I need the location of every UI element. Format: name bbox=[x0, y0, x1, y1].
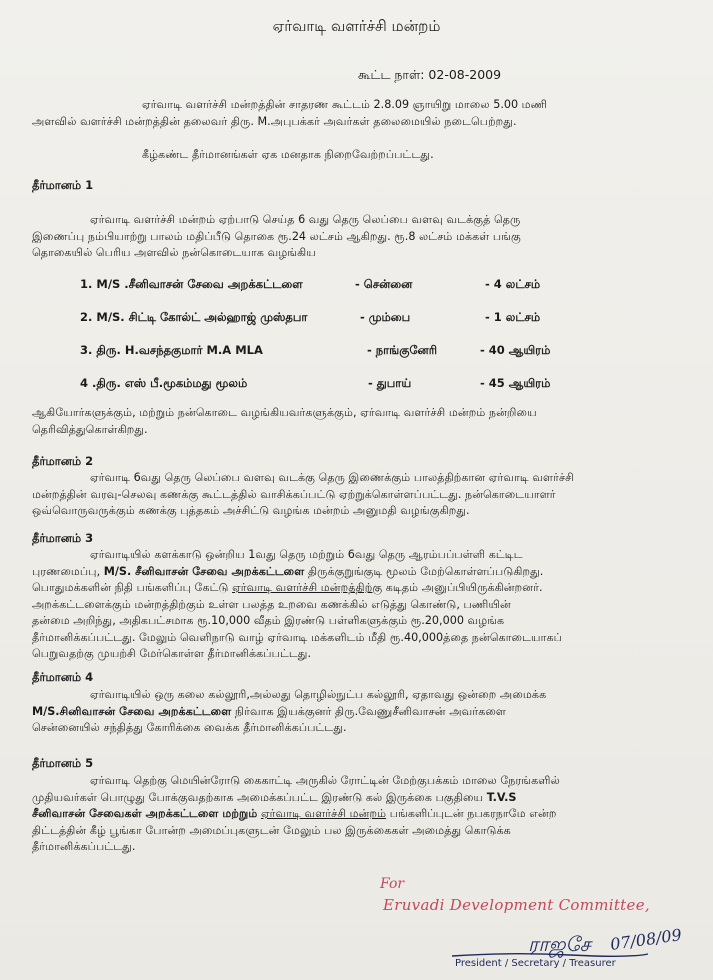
intro-line: அளவில் வளர்ச்சி மன்றத்தின் தலைவர் திரு. M.அபுபக்கர் அவர்கள் தலைமையில் நடைபெற்றது. bbox=[32, 114, 517, 128]
body-line bbox=[32, 580, 692, 597]
body-line: ஏர்வாடியில் ஒரு கலை கல்லூரி,அல்லது தொழில்நுட்ப கல்லூரி, ஏதாவது ஒன்றை அமைக்க bbox=[90, 688, 547, 701]
text-run: நிர்வாக இயக்குனர் திரு.வேணுசீனிவாசன் அவர்களை bbox=[234, 704, 507, 718]
donor-amount: - 4 லட்சம் bbox=[485, 277, 541, 291]
resolution-2-heading: தீர்மானம் 2 bbox=[32, 454, 94, 468]
meeting-date: கூட்ட நாள்: 02-08-2009 bbox=[358, 67, 502, 82]
body-line: ஏர்வாடி 6வது தெரு லெப்பை வளவு வடக்கு தெரு இணைக்கும் பாலத்திற்கான ஏர்வாடி வளர்ச்சி bbox=[90, 471, 574, 484]
text-run: முதியவர்கள் பொழுது போக்குவதற்காக அமைக்கப்பட்ட இரண்டு கல் இருக்கை பகுதியை bbox=[32, 790, 484, 804]
resolution-5-heading: தீர்மானம் 5 bbox=[32, 756, 94, 770]
text-run: பொதுமக்களின் நிதி பங்களிப்பு கேட்டு bbox=[32, 581, 229, 594]
donor-place: - மும்பை bbox=[360, 310, 411, 324]
body-line: அறக்கட்டளைக்கும் மன்றத்திற்கும் உள்ள பலத்த உறவை கணக்கில் எடுத்து கொண்டு, பணியின் bbox=[32, 597, 511, 611]
resolution-3-heading: தீர்மானம் 3 bbox=[32, 531, 94, 545]
body-line: தெரிவித்துகொள்கிறது. bbox=[32, 422, 148, 436]
underlined-org: ஏர்வாடி வளர்ச்சி மன்றத்திற்கு bbox=[232, 581, 383, 594]
unanimous-line: கீழ்கண்ட தீர்மானங்கள் ஏக மனதாக நிறைவேற்றப்பட்டது. bbox=[142, 148, 434, 161]
resolution-4-heading: தீர்மானம் 4 bbox=[32, 670, 94, 684]
body-line: பெறுவதற்கு முயற்சி மேர்கொள்ள தீர்மானிக்கப்பட்டது. bbox=[32, 647, 312, 660]
signatory-roles: President / Secretary / Treasurer bbox=[455, 958, 616, 969]
intro-paragraph bbox=[32, 97, 692, 130]
body-line bbox=[32, 564, 692, 581]
body-line bbox=[32, 790, 692, 807]
resolution-1-body bbox=[32, 212, 692, 262]
resolution-4-body bbox=[32, 687, 692, 737]
resolution-2-body bbox=[32, 470, 692, 520]
unanimous-note bbox=[32, 147, 692, 164]
stamp-org: Eruvadi Development Committee, bbox=[383, 896, 650, 914]
donor-amount: - 45 ஆயிரம் bbox=[480, 376, 551, 390]
body-line: தன்மை அறிந்து, அதிகபட்சமாக ரூ.10,000 வீதம் இரண்டு பள்ளிகளுக்கும் ரூ.20,000 வழங்க bbox=[32, 614, 505, 627]
body-line: தொகையில் பெரிய அளவில் நன்கொடையாக வழங்கிய bbox=[32, 246, 316, 259]
text-run: புரணமைப்பு, bbox=[32, 564, 101, 578]
body-line: ஒவ்வொருவருக்கும் கணக்கு புத்தகம் அச்சிட்டு வழங்க மன்றம் அனுமதி வழங்குகிறது. bbox=[32, 504, 470, 517]
donor-name: 3. திரு. H.வசந்தகுமார் M.A MLA bbox=[80, 343, 263, 357]
resolution-1-heading: தீர்மானம் 1 bbox=[32, 178, 94, 192]
donor-amount: - 40 ஆயிரம் bbox=[480, 343, 551, 357]
intro-line: ஏர்வாடி வளர்ச்சி மன்றத்தின் சாதரண கூட்டம் 2.8.09 ஞாயிறு மாலை 5.00 மணி bbox=[142, 98, 548, 111]
signature-date: 07/08/09 bbox=[609, 925, 683, 954]
body-line: தீர்மானிக்கப்பட்டது. bbox=[32, 840, 136, 853]
donor-amount: - 1 லட்சம் bbox=[485, 310, 541, 324]
body-line: மன்றத்தின் வரவு-செலவு கணக்கு கூட்டத்தில் வாசிக்கப்பட்டு ஏற்றுக்கொள்ளப்பட்டது. நன்கொடையாளர் bbox=[32, 487, 556, 501]
donor-name: 1. M/S .சீனிவாசன் சேவை அறக்கட்டளை bbox=[80, 277, 303, 291]
body-line: ஏர்வாடி வளர்ச்சி மன்றம் ஏற்பாடு செய்த 6 வது தெரு லெப்பை வளவு வடக்குத் தெரு bbox=[90, 213, 521, 226]
trust-name: சீனிவாசன் சேவைகள் அறக்கட்டளை மற்றும் bbox=[32, 807, 258, 820]
tvs-label: T.V.S bbox=[486, 790, 517, 804]
trust-name: M/S.சினிவாசன் சேவை அறக்கட்டளை bbox=[32, 704, 232, 718]
body-line: தீர்மானிக்கப்பட்டது. மேலும் வெளிநாடு வாழ் ஏர்வாடி மக்களிடம் மீதி ரூ.40,000த்தை நன்கொடையாகப் bbox=[32, 630, 562, 644]
text-run: பங்களிப்புடன் நபகரநாமே என்ற bbox=[389, 807, 557, 820]
stamp-for: For bbox=[380, 876, 405, 892]
body-line: ஏர்வாடியில் களக்காடு ஒன்றிய 1வது தெரு மற்றும் 6வது தெரு ஆரம்பப்பள்ளி கட்டிட bbox=[90, 548, 523, 561]
body-line bbox=[32, 704, 692, 721]
underlined-org: ஏர்வாடி வளர்ச்சி மன்றம் bbox=[260, 807, 387, 820]
donor-place: - துபாய் bbox=[368, 376, 412, 390]
body-line: சென்னையில் சந்தித்து கோரிக்கை வைக்க தீர்மானிக்கப்பட்டது. bbox=[32, 721, 347, 734]
donor-name: 4 .திரு. எஸ் பீ.மூகம்மது மூலம் bbox=[80, 376, 248, 390]
body-line: ஆகியோர்களுக்கும், மற்றும் நன்கொடை வழங்கியவர்களுக்கும், ஏர்வாடி வளர்ச்சி மன்றம் நன்றியை bbox=[32, 406, 537, 419]
handwritten-signature: ராஜசே bbox=[528, 932, 591, 956]
donor-name: 2. M/S. சிட்டி கோல்ட் அல்ஹாஜ் முஸ்தபா bbox=[80, 310, 308, 324]
resolution-3-body bbox=[32, 547, 692, 663]
body-line: இணைப்பு நம்பியாற்று பாலம் மதிப்பீடு தொகை ரூ.24 லட்சம் ஆகிறது. ரூ.8 லட்சம் மக்கள் பங்கு bbox=[32, 229, 521, 243]
body-line: ஏர்வாடி தெற்கு மெயின்ரோடு கைகாட்டி அருகில் ரோட்டின் மேற்குபக்கம் மாலை நேரங்களில் bbox=[90, 774, 560, 787]
body-line bbox=[32, 806, 692, 823]
body-line: திட்டத்தின் கீழ் பூங்கா போன்ற அமைப்புகளுடன் மேலும் பல இருக்கைகள் அமைத்து கொடுக்க bbox=[32, 823, 511, 837]
text-run: கடிதம் அனுப்பியிருக்கின்றனர். bbox=[385, 581, 543, 594]
donor-place: - நாங்குனேரி bbox=[367, 343, 437, 357]
document-title: ஏர்வாடி வளர்ச்சி மன்றம் bbox=[272, 17, 441, 35]
donor-place: - சென்னை bbox=[355, 277, 413, 291]
resolution-5-body bbox=[32, 773, 692, 856]
trust-name: M/S. சீனிவாசன் சேவை அறக்கட்டளை bbox=[103, 564, 305, 578]
text-run: திருக்குறுங்குடி மூலம் மேற்கொள்ளப்படுகிறது. bbox=[307, 564, 544, 578]
resolution-1-closing bbox=[32, 405, 692, 438]
